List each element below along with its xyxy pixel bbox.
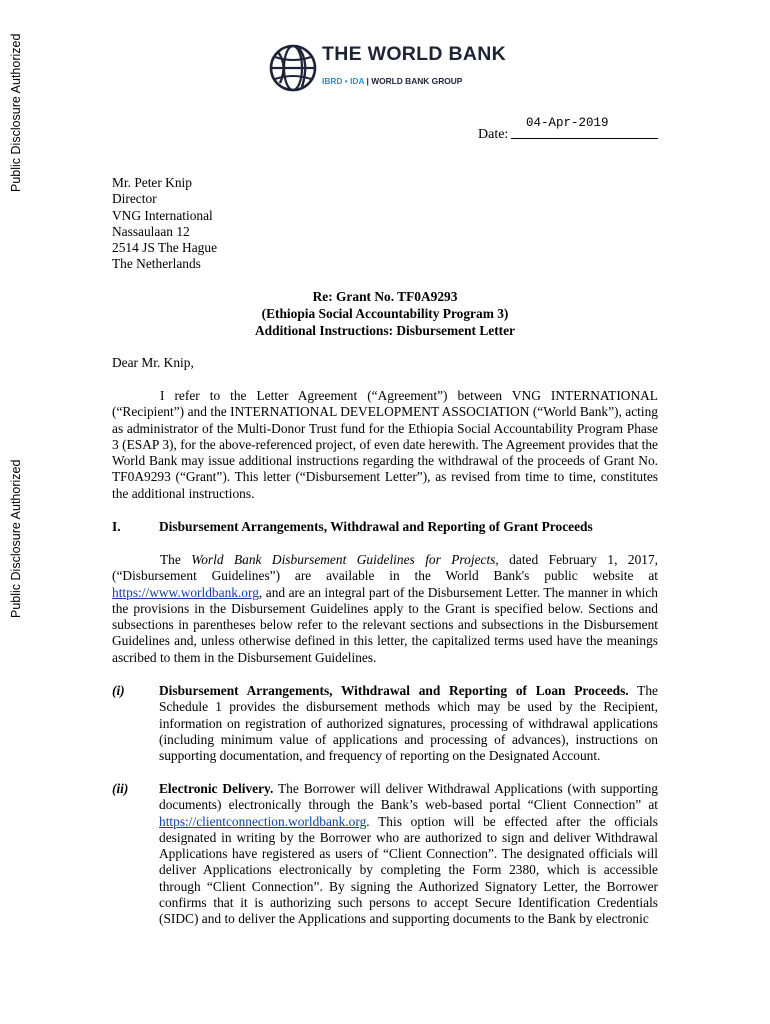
subject-line: Re: Grant No. TF0A9293 (312, 289, 458, 304)
logo-subtitle (322, 73, 462, 89)
date-underline (511, 138, 658, 139)
address-line: Nassaulaan 12 (112, 223, 190, 239)
intro-paragraph (112, 388, 658, 502)
globe-icon (268, 43, 318, 93)
section-number: I. (112, 519, 121, 534)
date-value: 04-Apr-2019 (526, 116, 609, 130)
guidelines-text-before: The (160, 552, 192, 567)
item-label: (i) (112, 683, 125, 698)
logo-group: WORLD BANK GROUP (371, 76, 463, 86)
subject-line: (Ethiopia Social Accountability Program 3) (261, 306, 509, 321)
logo-ibrd: IBRD (322, 76, 343, 86)
world-bank-logo (268, 43, 508, 97)
item-body (159, 781, 658, 928)
logo-name: THE WORLD BANK (322, 43, 507, 65)
address-line: Director (112, 191, 157, 207)
side-disclosure-label-top: Public Disclosure Authorized (9, 33, 23, 192)
item-title: Electronic Delivery. (159, 781, 274, 796)
item-label: (ii) (112, 781, 129, 796)
guidelines-text-rest: , and are an integral part of the Disbursement Letter. The manner in which the provisions in the Disbursement Guidelines apply to the Grant is specified below. Sections and subsections in parentheses below refer to the relevant sections and subsections in the Disbursement Guidelines and, unless otherwise defined in this letter, the capitalized terms used have the meanings ascribed to them in the Disbursement Guidelines. (112, 584, 658, 665)
date-label: Date: (478, 127, 509, 142)
recipient-address (112, 175, 217, 273)
item-text-before: The Borrower will deliver Withdrawal Applications (with supporting documents) electronically through the Bank’s web-based portal “Client Connection” at (159, 781, 658, 813)
address-line: The Netherlands (112, 256, 201, 272)
section-heading (112, 519, 593, 535)
section-title: Disbursement Arrangements, Withdrawal and Reporting of Grant Proceeds (159, 519, 593, 534)
logo-dot: • (342, 76, 351, 86)
item-text: The Schedule 1 provides the disbursement methods which may be used by the Recipient, information on registration of authorized signatures, processing of withdrawal applications (including minimum value of applications and processing of advances), instructions on supporting documentation, and frequency of reporting on the Designated Account. (159, 683, 658, 764)
guidelines-title: World Bank Disbursement Guidelines for Projects (191, 552, 496, 567)
side-disclosure-label-middle: Public Disclosure Authorized (9, 459, 23, 618)
logo-ida: IDA (350, 76, 365, 86)
subject-line: Additional Instructions: Disbursement Letter (255, 323, 515, 338)
logo-separator: | (364, 76, 372, 86)
worldbank-link[interactable]: https://www.worldbank.org (112, 584, 259, 600)
salutation: Dear Mr. Knip, (112, 355, 194, 370)
address-line: Mr. Peter Knip (112, 175, 192, 190)
intro-text: I refer to the Letter Agreement (“Agreement”) between VNG INTERNATIONAL (“Recipient”) and the INTERNATIONAL DEVELOPMENT ASSOCIATION (“World Bank”), acting as administrator of the Multi-Donor Trust fund for the Ethiopia Social Accountability Program Phase 3 (ESAP 3), for the above-referenced project, of even date herewith. The Agreement provides that the World Bank may issue additional instructions regarding the withdrawal of the proceeds of Grant No. TF0A9293 (“Grant”). This letter (“Disbursement Letter”), as revised from time to time, constitutes the additional instructions. (112, 388, 658, 501)
item-text-after: . This option will be effected after the officials designated in writing by the Borrower who are authorized to sign and deliver Withdrawal Applications have registered as users of “Client Connection”. The designated officials will deliver Applications electronically by completing the Form 2380, which is accessible through “Client Connection”. By signing the Authorized Signatory Letter, the Borrower confirms that it is authorizing such persons to accept Secure Identification Credentials (SIDC) and to deliver the Applications and supporting documents to the Bank by electronic (159, 813, 658, 927)
address-line: 2514 JS The Hague (112, 240, 218, 256)
item-body (159, 683, 658, 764)
guidelines-paragraph (112, 552, 658, 666)
client-connection-link[interactable]: https://clientconnection.worldbank.org (159, 813, 367, 829)
address-line: VNG International (112, 207, 213, 223)
item-title: Disbursement Arrangements, Withdrawal and Reporting of Loan Proceeds. (159, 683, 629, 698)
guidelines-text-mid: , dated February 1, 2017, (“Disbursement Guidelines”) are available in the World Bank's public website at (112, 552, 659, 584)
subject-block (112, 289, 658, 340)
